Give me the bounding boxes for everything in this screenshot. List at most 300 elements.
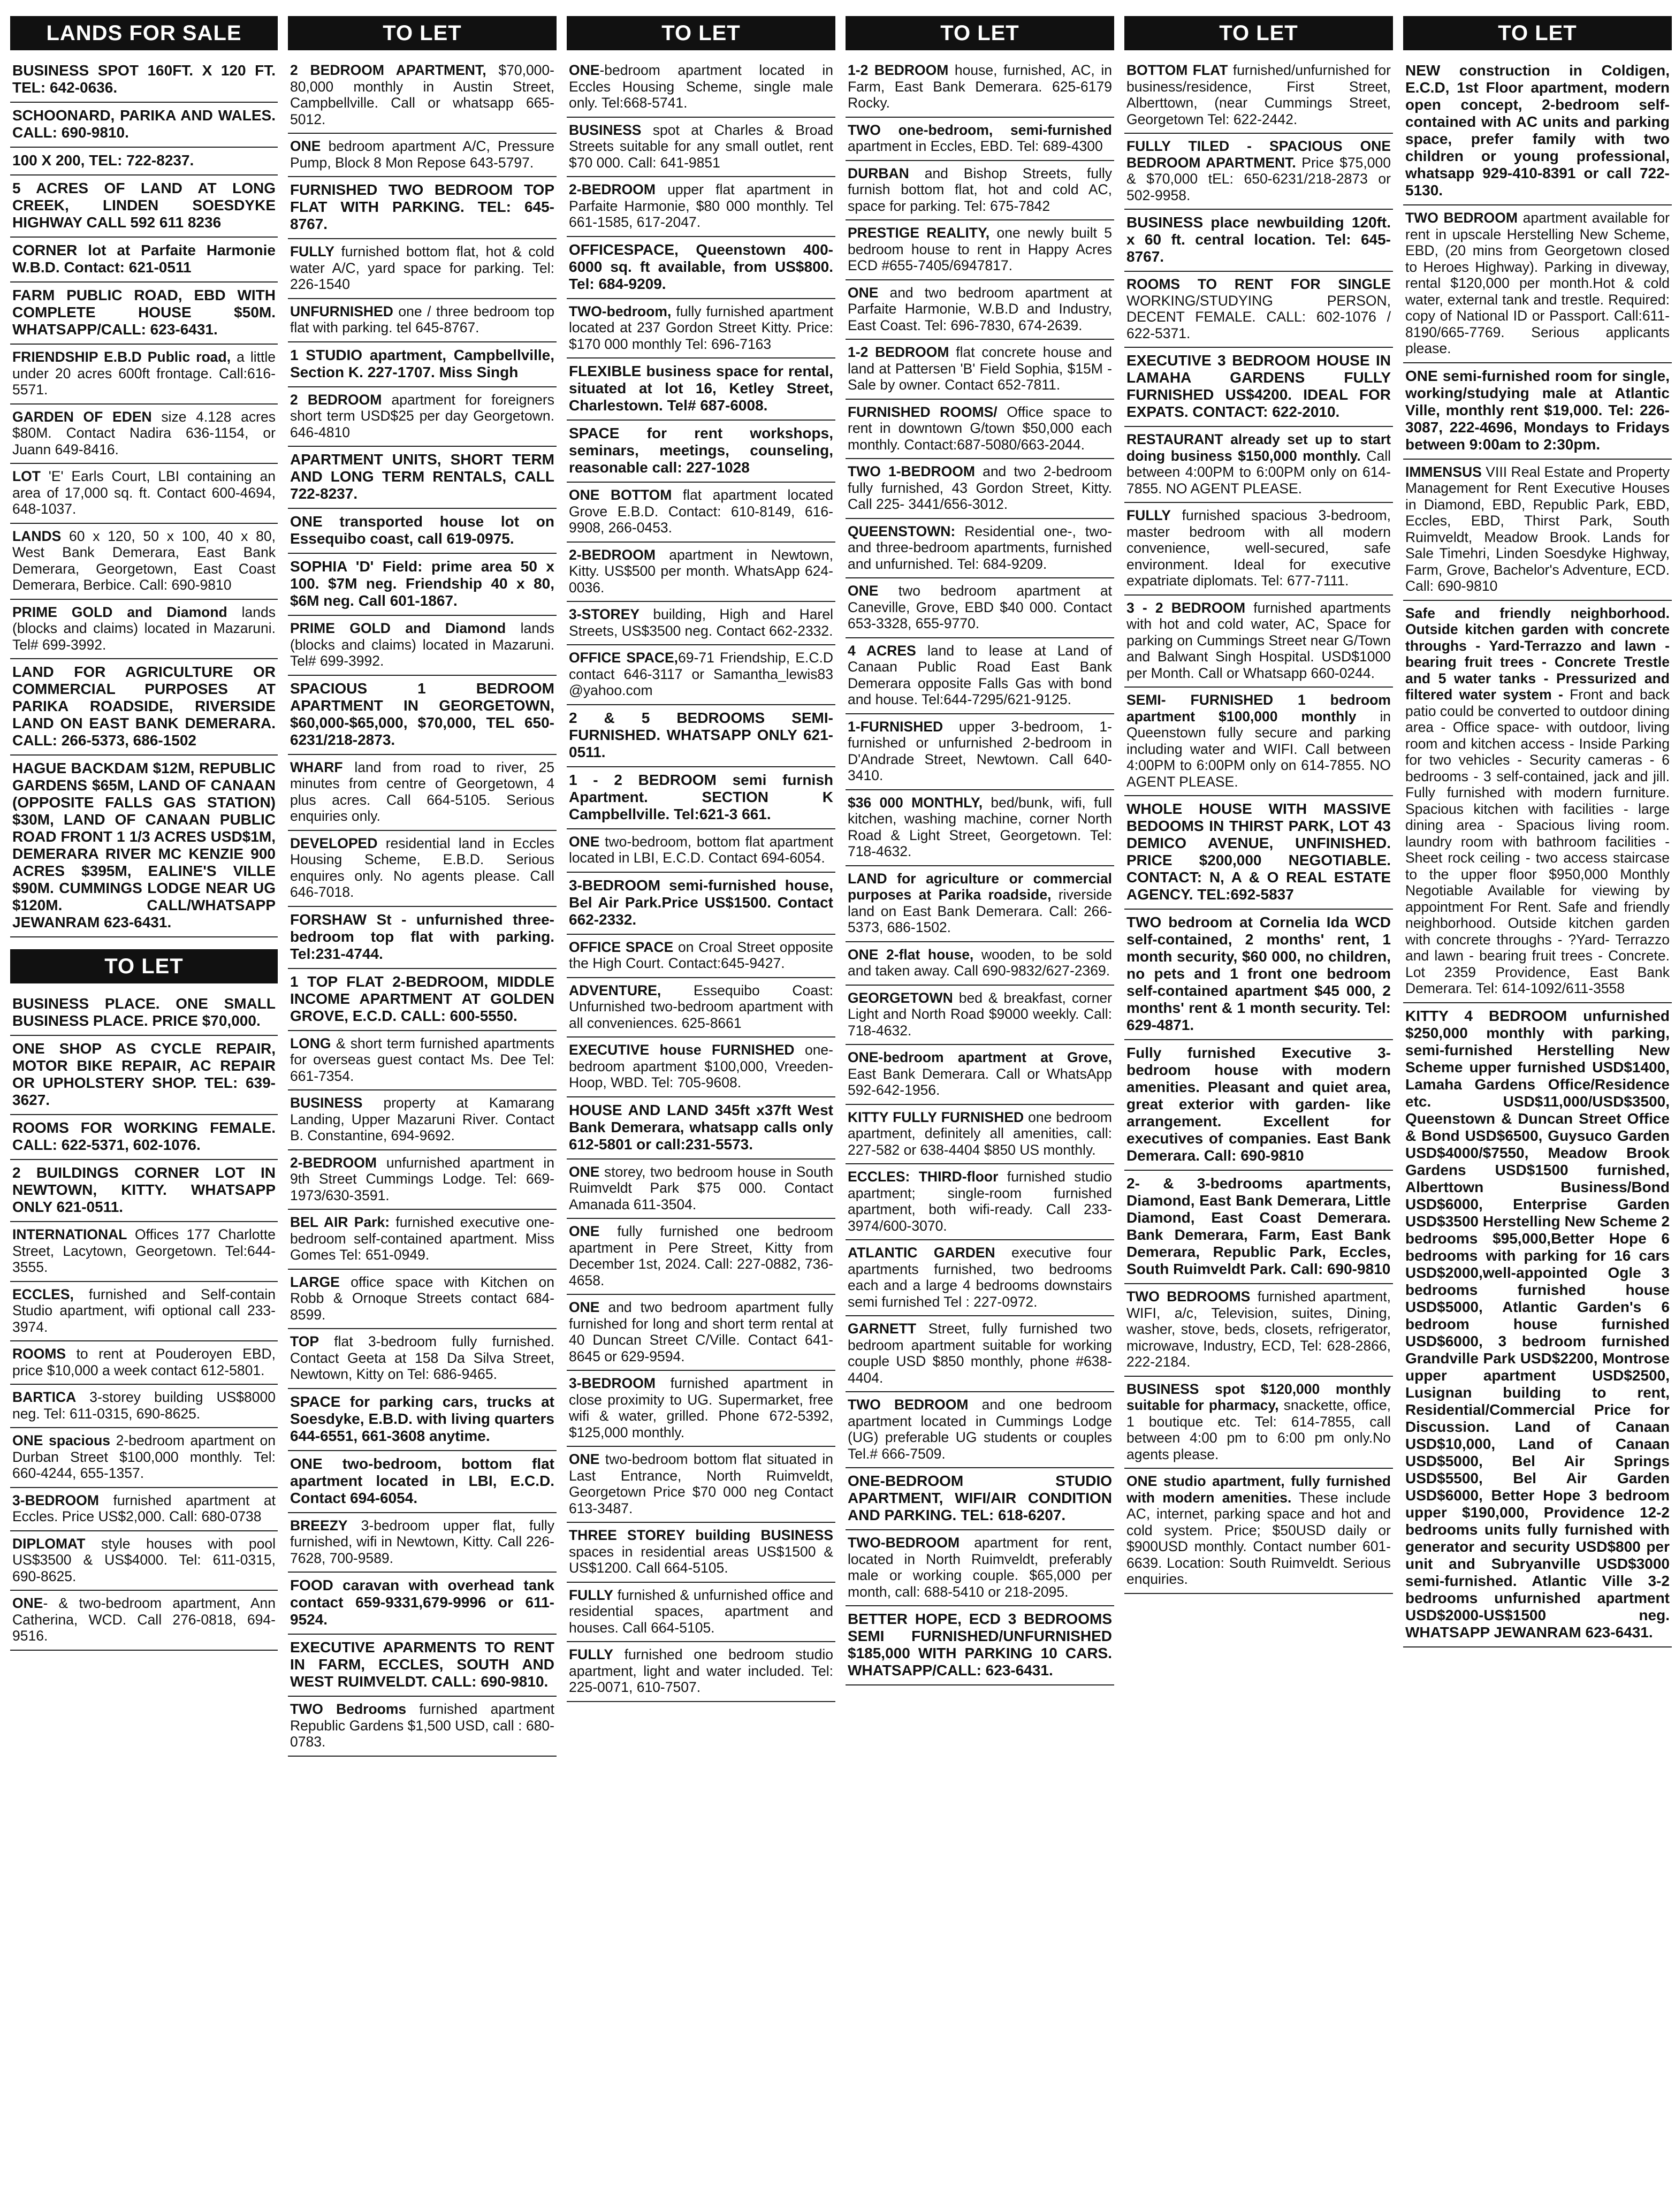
ad-body-text: in Queenstown fully secure and parking including water and WIFI. Call between 4:00PM to 6:00PM only on 614-7855. NO AGENT PLEASE. [1126, 708, 1391, 790]
classified-column-1 [10, 16, 278, 2212]
ad-lead-text: BREEZY [290, 1517, 348, 1534]
ad-lead-text: KITTY FULLY FURNISHED [848, 1109, 1024, 1125]
classified-ad [10, 1282, 278, 1342]
ad-body-text: spaces in residential areas US$1500 & US$1200. Call 664-5105. [569, 1543, 833, 1576]
classified-ad [1124, 1377, 1393, 1469]
classified-ad [288, 177, 557, 239]
classified-ad [567, 299, 835, 359]
classified-ad [10, 659, 278, 756]
ad-body-text: HAGUE BACKDAM $12M, REPUBLIC GARDENS $65M, LAND OF CANAAN (OPPOSITE FALLS GAS STATION) $30M, LAND OF CANAAN PUBLIC ROAD FRONT 1 1/3 ACRES USD$1M, DEMERARA RIVER MC KENZIE 900 ACRES $395M, EALINE'S VILLE $90M. CUMMINGS LODGE NEAR UG $120M. CALL/WHATSAPP JEWANRAM 623-6431. [12, 760, 276, 930]
ad-lead-text: TWO one-bedroom, semi-furnished [848, 121, 1112, 138]
classified-ad [10, 464, 278, 524]
classified-ad [10, 1591, 278, 1651]
classified-ad [10, 283, 278, 345]
ad-body-text: FARM PUBLIC ROAD, EBD WITH COMPLETE HOUSE $50M. WHATSAPP/CALL: 623-6431. [12, 287, 276, 338]
classified-ad [288, 554, 557, 616]
ad-body-text: lands (blocks and claims) located in Mazaruni. Tel# 699-3992. [12, 604, 276, 653]
ad-lead-text: ONE [569, 833, 600, 850]
section-heading: TO LET [846, 16, 1114, 50]
classified-column-3 [567, 16, 835, 2212]
classified-ad [567, 767, 835, 829]
ad-body-text: furnished spacious 3-bedroom, master bedroom with all modern convenience, well-secured, safe environment. Ideal for executive expatriate diplomats. Tel: 677-7111. [1126, 507, 1391, 589]
ad-body-text: BUSINESS place newbuilding 120ft. x 60 ft. central location. Tel: 645-8767. [1126, 214, 1391, 265]
ad-lead-text: 2-BEDROOM [569, 181, 656, 197]
classified-ad [846, 340, 1114, 400]
classified-ad [10, 1115, 278, 1160]
classified-ad [846, 161, 1114, 221]
ad-lead-text: DEVELOPED [290, 835, 378, 851]
ad-lead-text: Safe and friendly neighborhood. Outside kitchen garden with concrete throughs - Yard-Terrazzo and lawn - bearing fruit trees - Concrete Trestle and 5 water tanks - Pressurized and filtered water system - [1405, 605, 1670, 703]
classified-ad [10, 1160, 278, 1222]
ad-body-text: Essequibo Coast: Unfurnished two-bedroom apartment with all conveniences. 625-8661 [569, 982, 833, 1031]
ad-body-text: furnished executive one-bedroom self-contained apartment. Miss Gomes Tel: 651-0949. [290, 1214, 554, 1263]
ad-body-text: HOUSE AND LAND 345ft x37ft West Bank Demerara, whatsapp calls only 612-5801 or call:231-5573. [569, 1101, 833, 1153]
classified-ad [567, 1447, 835, 1523]
ad-body-text: ONE semi-furnished room for single, working/studying male at Atlantic Ville, monthly rent $19,000. Tel: 226-3087, 222-4696, Mondays to Fridays between 9:00am to 2:30pm. [1405, 367, 1670, 453]
classified-ad [288, 1697, 557, 1757]
ad-body-text: 1 STUDIO apartment, Campbellville, Section K. 227-1707. Miss Singh [290, 346, 554, 380]
classified-ad [567, 118, 835, 178]
classified-ad [288, 299, 557, 342]
classified-ad [1403, 363, 1672, 460]
ad-body-text: FURNISHED TWO BEDROOM TOP FLAT WITH PARKING. TEL: 645-8767. [290, 181, 554, 232]
classified-ad [1124, 348, 1393, 427]
classified-ad [10, 405, 278, 464]
ad-lead-text: ECCLES: THIRD-floor [848, 1169, 999, 1185]
classified-ad [288, 134, 557, 177]
classified-ad [846, 400, 1114, 460]
classified-ad [846, 1606, 1114, 1685]
ad-lead-text: FULLY [569, 1586, 613, 1603]
classified-ad [288, 1573, 557, 1635]
classified-ad [10, 1488, 278, 1531]
ad-body-text: furnished apartment at Eccles. Price US$2,000. Call: 680-0738 [12, 1492, 276, 1524]
classified-ad [1124, 427, 1393, 503]
classified-ad [1124, 503, 1393, 596]
ad-body-text: and two bedroom apartment at Parfaite Harmonie, W.B.D and Industry, East Coast. Tel: 696-7830, 674-2639. [848, 284, 1112, 333]
ad-lead-text: GEORGETOWN [848, 989, 953, 1006]
ad-body-text: Street, fully furnished two bedroom apartment suitable for working couple USD $850 monthly, phone #638-4404. [848, 1321, 1112, 1386]
classified-ad [846, 1240, 1114, 1316]
ad-lead-text: THREE STOREY building BUSINESS [569, 1527, 833, 1543]
classified-column-4 [846, 16, 1114, 2212]
ad-lead-text: TWO 1-BEDROOM [848, 463, 975, 479]
ad-body-text: property at Kamarang Landing, Upper Mazaruni River. Contact B. Constantine, 694-9692. [290, 1095, 554, 1143]
ad-lead-text: ONE 2-flat house, [848, 946, 974, 963]
ad-body-text: and one bedroom apartment located in Cummings Lodge (UG) preferable UG students or couples Tel.# 666-7509. [848, 1397, 1113, 1462]
ad-body-text: apartment for rent, located in North Ruimveldt, preferably male or working couple. $65,000 per month, call: 688-5410 or 218-2095. [848, 1535, 1112, 1600]
classified-ad [567, 421, 835, 483]
section-heading: TO LET [567, 16, 835, 50]
ad-body-text: 2 BUILDINGS CORNER LOT IN NEWTOWN, KITTY. WHATSAPP ONLY 621-0511. [12, 1164, 276, 1215]
ad-body-text: Front and back patio could be converted to outdoor dining area - Office space- with outdoor, living room and kitchen access - Inside Parking for two vehicles - Security cameras - 6 bedrooms - 3 self-contained, jack and jill. Fully furnished with modern furniture. Spacious kitchen with facilities - large dining area - Spacious living room. laundry room with bathroom facilities - Sheet rock ceiling - two access staircase to the upper floor $950,000 Monthly Negotiable Available for viewing by appointment For Rent. Safe and friendly neighborhood. Outside kitchen garden with concrete throughs - ?Yard- Terrazzo and lawn - bearing fruit trees - Concrete. Lot 2359 Providence, East Bank Demerara. Tel: 614-1092/611-3558 [1405, 687, 1670, 996]
ad-body-text: FORSHAW St - unfurnished three-bedroom top flat with parking. Tel:231-4744. [290, 911, 554, 962]
classified-ad [288, 616, 557, 676]
ad-body-text: SPACE for rent workshops, seminars, meetings, counseling, reasonable call: 227-1028 [569, 425, 833, 476]
classified-ad [1124, 910, 1393, 1040]
ad-lead-text: ONE [569, 62, 600, 78]
ad-body-text: a little under 20 acres 600ft frontage. Call:616-5571. [12, 349, 276, 398]
classified-ad [10, 1036, 278, 1115]
ad-body-text: lot at Parfaite Harmonie W.B.D. Contact: 621-0511 [12, 242, 276, 276]
ad-lead-text: 3-BEDROOM [569, 1375, 656, 1391]
ad-body-text: fully furnished one bedroom apartment in Pere Street, Kitty from December 1st, 2024. Call: 227-0882, 736-4658. [569, 1223, 833, 1288]
ad-lead-text: DURBAN [848, 165, 909, 181]
ad-lead-text: FULLY [1126, 507, 1171, 523]
ad-lead-text: TWO Bedrooms [290, 1701, 407, 1717]
ad-body-text: executive four apartments furnished, two bedrooms each and a large 4 bedrooms downstairs semi furnished Tel : 227-0972. [848, 1245, 1112, 1310]
ad-body-text: furnished & unfurnished office and residential spaces, apartment and houses. Call 664-5105. [569, 1586, 833, 1636]
classified-column-2 [288, 16, 557, 2212]
classified-ad [846, 790, 1114, 866]
ad-lead-text: ROOMS [12, 1346, 66, 1362]
classified-ad [567, 1160, 835, 1219]
ad-lead-text: FULLY TILED - SPACIOUS ONE BEDROOM APARTMENT. [1126, 138, 1391, 171]
classified-ad [846, 986, 1114, 1046]
ad-lead-text: PRESTIGE REALITY, [848, 225, 990, 241]
ad-body-text: furnished apartment Republic Gardens $1,500 USD, call : 680-0783. [290, 1701, 554, 1750]
classified-ad [567, 829, 835, 873]
classified-ad [1124, 272, 1393, 348]
ad-body-text: furnished bottom flat, hot & cold water A/C, yard space for parking. Tel: 226-1540 [290, 243, 554, 292]
ad-body-text: & short term furnished apartments for overseas guest contact Ms. Dee Tel: 661-7354. [290, 1035, 554, 1084]
ad-body-text: land from road to river, 25 minutes from centre of Georgetown, 4 plus acres. Call 664-5105. Serious enquiries only. [290, 759, 554, 824]
ad-lead-text: TWO BEDROOMS [1126, 1288, 1251, 1305]
ad-body-text: apartment available for rent in upscale Herstelling New Scheme, EBD, (20 mins from Georgetown closed to Heroes Highway). Parking in diveway, rental $120,000 per month.Hot & cold water, external tank and trestle. Required: copy of National ID or Passport. Call:611-8190/665-7769. Serious applicants please. [1405, 210, 1670, 356]
classified-ad [10, 1531, 278, 1591]
ad-lead-text: ONE [12, 1595, 43, 1611]
classified-ad [567, 1642, 835, 1702]
classified-ad [846, 459, 1114, 519]
ad-body-text: flat 3-bedroom fully furnished. Contact Geeta at 158 Da Silva Street, Newtown, Kitty on Tel: 686-9465. [290, 1333, 554, 1382]
ad-body-text: office space with Kitchen on Robb & Ornoque Streets contact 684-8599. [290, 1273, 554, 1323]
ad-body-text: one-bedroom apartment $100,000, Vreeden-Hoop, WBD. Tel: 705-9608. [569, 1042, 833, 1090]
ad-body-text: 5 ACRES OF LAND AT LONG CREEK, LINDEN SOESDYKE HIGHWAY CALL 592 611 8236 [12, 180, 276, 231]
ad-body-text: riverside land on East Bank Demerara. Call: 266-5373, 686-1502. [848, 887, 1112, 935]
classified-ad [10, 176, 278, 238]
classified-ad [1403, 460, 1672, 601]
ad-lead-text: 1-FURNISHED [848, 718, 943, 735]
ad-body-text: ONE SHOP AS CYCLE REPAIR, MOTOR BIKE REPAIR, AC REPAIR OR UPHOLSTERY SHOP. TEL: 639-3627. [12, 1040, 276, 1108]
classified-ad [288, 447, 557, 509]
ad-body-text: These include AC, internet, parking space and hot and cold system. Price; $50USD daily or $900USD monthly. Contact number 601-6639. Location: South Ruimveldt. Serious enquiries. [1126, 1489, 1391, 1587]
ad-lead-text: UNFURNISHED [290, 303, 393, 319]
ad-body-text: residential land in Eccles Housing Scheme, E.B.D. Serious enquires only. No agents please. Call 646-7018. [290, 835, 554, 900]
ad-body-text: furnished apartment in close proximity to UG. Supermarket, free wifi & water, grilled. Phone 672-5392, $125,000 monthly. [569, 1375, 833, 1440]
classified-ad [567, 1097, 835, 1160]
classified-ad [846, 118, 1114, 161]
ad-lead-text: CORNER [12, 242, 78, 258]
ad-lead-text: EXECUTIVE house FURNISHED [569, 1042, 795, 1058]
ad-body-text: 2 & 5 BEDROOMS SEMI-FURNISHED. WHATSAPP ONLY 621-0511. [569, 709, 833, 760]
classified-ad [288, 831, 557, 907]
ad-body-text: apartment in Eccles, EBD. Tel: 689-4300 [848, 138, 1103, 154]
ad-body-text: 2- & 3-bedrooms apartments, Diamond, East Bank Demerara, Little Diamond, East Coast Demerara. Bank Demerara, Farm, East Bank Demerara, Republic Park, Eccles, South Ruimveldt Park. Call: 690-9810 [1126, 1175, 1391, 1277]
ad-body-text: style houses with pool US$3500 & US$4000. Tel: 611-0315, 690-8625. [12, 1535, 276, 1584]
ad-body-text: and Bishop Streets, fully furnish bottom flat, hot and cold AC, space for parking. Tel: 675-7842 [848, 165, 1112, 214]
ad-body-text: one / three bedroom top flat with parking. tel 645-8767. [290, 303, 554, 335]
ad-lead-text: PRIME GOLD and Diamond [12, 604, 227, 620]
ad-body-text: BETTER HOPE, ECD 3 BEDROOMS SEMI FURNISHED/UNFURNISHED $185,000 WITH PARKING 10 CARS. WHATSAPP/CALL: 623-6431. [848, 1611, 1112, 1679]
ad-lead-text: ONE spacious [12, 1432, 110, 1448]
ad-lead-text: FURNISHED ROOMS/ [848, 403, 998, 420]
ad-body-text: unfurnished apartment in 9th Street Cummings Lodge. Tel: 669-1973/630-3591. [290, 1154, 554, 1203]
ad-lead-text: ONE [569, 1163, 600, 1180]
ad-body-text: house, furnished, AC, in Farm, East Bank Demerara. 625-6179 Rocky. [848, 62, 1112, 111]
ad-lead-text: BUSINESS [290, 1095, 363, 1111]
classified-ad [1403, 205, 1672, 363]
ad-lead-text: ONE [290, 138, 321, 154]
classified-ad [10, 148, 278, 176]
ad-body-text: BUSINESS PLACE. ONE SMALL BUSINESS PLACE. PRICE $70,000. [12, 995, 276, 1029]
ad-body-text: SOPHIA 'D' Field: prime area 50 x 100. $7M neg. Friendship 40 x 80, $6M neg. Call 601-1867. [290, 558, 554, 609]
classified-ad [846, 1105, 1114, 1165]
ad-lead-text: TWO BEDROOM [1405, 210, 1518, 226]
ad-lead-text: RESTAURANT already set up to start doing business $150,000 monthly. [1126, 431, 1391, 464]
ad-lead-text: 3-BEDROOM [12, 1492, 99, 1508]
ad-body-text: upper 3-bedroom, 1-furnished or unfurnished 2-bedroom in D'Andrade Street, Newtown. Call 640-3410. [848, 718, 1112, 783]
ad-body-text: snackette, office, 1 boutique etc. Tel: 614-7855, call between 4:00 pm to 6:00 pm only.No agents please. [1126, 1397, 1391, 1462]
ad-body-text: furnished/unfurnished for business/residence, First Street, Alberttown, (near Cummings Street, Georgetown Tel: 622-2442. [1126, 62, 1391, 127]
ad-body-text: 3-bedroom upper flat, fully furnished, wifi in Newtown, Kitty. Call 226-7628, 700-9589. [290, 1517, 554, 1566]
ad-body-text: - & two-bedroom apartment, Ann Catherina, WCD. Call 276-0818, 694-9516. [12, 1595, 276, 1644]
ad-lead-text: TOP [290, 1333, 319, 1349]
classified-ad [1124, 688, 1393, 796]
classified-ad [288, 1635, 557, 1697]
ad-body-text: 3-storey building US$8000 neg. Tel: 611-0315, 690-8625. [12, 1389, 276, 1422]
classified-ad [288, 1329, 557, 1389]
ad-body-text: FOOD caravan with overhead tank contact 659-9331,679-9996 or 611-9524. [290, 1577, 554, 1628]
ad-body-text: EXECUTIVE APARMENTS TO RENT IN FARM, ECCLES, SOUTH AND WEST RUIMVELDT. CALL: 690-9810. [290, 1639, 554, 1690]
classified-ad [288, 509, 557, 554]
ad-lead-text: LARGE [290, 1273, 340, 1290]
ad-body-text: one bedroom apartment, definitely all amenities, call: 227-582 or 638-4404 $850 US monthly. [848, 1109, 1112, 1158]
ad-lead-text: PRIME GOLD and Diamond [290, 620, 506, 636]
classified-ad [288, 239, 557, 299]
classified-ad [288, 1090, 557, 1150]
classified-ad [567, 873, 835, 935]
ad-body-text: 1 - 2 BEDROOM semi furnish Apartment. SECTION K Campbellville. Tel:621-3 661. [569, 771, 833, 822]
classified-ad [1403, 58, 1672, 205]
classified-ad [567, 935, 835, 978]
ad-body-text: furnished and Self-contain Studio apartment, wifi optional call 233-3974. [12, 1286, 276, 1335]
ad-body-text: TWO bedroom at Cornelia Ida WCD self-contained, 2 months' rent, 1 month security, $60 000, no children, no pets and 1 front one bedroom self-contained apartment $45 000, 2 months' rent & 1 month security. Tel: 629-4871. [1126, 914, 1391, 1033]
ad-lead-text: INTERNATIONAL [12, 1226, 127, 1242]
ad-body-text: BUSINESS SPOT 160FT. X 120 FT. TEL: 642-0636. [12, 62, 276, 96]
classified-ad [10, 600, 278, 660]
classified-ad [1124, 1469, 1393, 1594]
ad-body-text: SPACE for parking cars, trucks at Soesdyke, E.B.D. with living quarters 644-6551, 661-3608 anytime. [290, 1393, 554, 1444]
ad-body-text: furnished apartment, WIFI, a/c, Television, suites, Dining, washer, stove, beds, closets, refrigerator, microwave, Industry, ECD, Tel: 628-2866, 222-2184. [1126, 1288, 1391, 1370]
classified-ad [1124, 134, 1393, 210]
classified-ad [1403, 1003, 1672, 1647]
ad-lead-text: OFFICE SPACE [569, 939, 674, 955]
ad-lead-text: ONE studio apartment, fully furnished with modern amenities. [1126, 1473, 1391, 1506]
ad-body-text: two-bedroom bottom flat situated in Last Entrance, North Ruimveldt, Georgetown Price $70 000 neg Contact 613-3487. [569, 1451, 833, 1516]
classified-ad [567, 1295, 835, 1371]
ad-lead-text: BARTICA [12, 1389, 77, 1405]
classified-ad [10, 1341, 278, 1385]
ad-lead-text: TWO BEDROOM [848, 1397, 969, 1413]
ad-body-text: NEW construction in Coldigen, E.C.D, 1st Floor apartment, modern open concept, 2-bedroom self-contained with AC units and parking space, prefer family with two children or young professional, whatsapp 929-410-8391 or call 722-5130. [1405, 62, 1670, 199]
ad-lead-text: LAND for agriculture or commercial purposes at Parika roadside, [848, 870, 1112, 903]
ad-body-text: furnished apartments with hot and cold water, AC, Space for parking on Cummings Street near G/Town and Balwant Singh Hospital. USD$1000 per Month. Call or Whatsapp 660-0244. [1126, 599, 1391, 681]
ad-body-text: size 4.128 acres $80M. Contact Nadira 636-1154, or Juann 649-8416. [12, 408, 276, 457]
ad-body-text: flat apartment located Grove E.B.D. Contact: 610-8149, 616-9908, 266-0453. [569, 487, 833, 536]
classified-ad [288, 1389, 557, 1451]
ad-body-text: to rent at Pouderoyen EBD, price $10,000 a week contact 612-5801. [12, 1346, 276, 1378]
classified-ad [288, 1150, 557, 1210]
classified-ad [567, 1371, 835, 1447]
ad-body-text: and two bedroom apartment fully furnished for long and short term rental at 40 Duncan Street C/Ville. Contact 641-8645 or 629-9594. [569, 1299, 833, 1364]
classified-ad [288, 1513, 557, 1573]
classified-ad [846, 1468, 1114, 1530]
classified-ad [567, 705, 835, 767]
classified-ad [567, 237, 835, 299]
ad-body-text: upper flat apartment in Parfaite Harmonie, $80 000 monthly. Tel 661-1585, 617-2047. [569, 181, 833, 230]
ad-body-text: and two 2-bedroom fully furnished, 43 Gordon Street, Kitty. Call 225- 3441/656-3012. [848, 463, 1112, 512]
ad-body-text: ROOMS FOR WORKING FEMALE. CALL: 622-5371, 602-1076. [12, 1119, 276, 1153]
ad-lead-text: BUSINESS spot $120,000 monthly suitable for pharmacy, [1126, 1380, 1391, 1413]
classified-ad [288, 1270, 557, 1330]
ad-body-text: two bedroom apartment at Caneville, Grove, EBD $40 000. Contact 653-3328, 655-9770. [848, 583, 1112, 631]
classified-ad [846, 578, 1114, 638]
ad-lead-text: ADVENTURE, [569, 982, 661, 998]
ad-body-text: on Croal Street opposite the High Court. Contact:645-9427. [569, 939, 833, 971]
ad-body-text: fully furnished apartment located at 237 Gordon Street Kitty. Price: $170 000 monthly Tel: 696-7163 [569, 303, 833, 352]
ad-body-text: ONE transported house lot on Essequibo coast, call 619-0975. [290, 513, 554, 547]
ad-body-text: Residential one-, two- and three-bedroom apartments, furnished and unfurnished. Tel: 684-9209. [848, 523, 1112, 572]
ad-body-text: 'E' Earls Court, LBI containing an area of 17,000 sq. ft. Contact 600-4694, 648-1037. [12, 468, 276, 517]
ad-body-text: apartment in Newtown, Kitty. US$500 per month. WhatsApp 624-0036. [569, 546, 833, 596]
ad-body-text: ONE two-bedroom, bottom flat apartment located in LBI, E.C.D. Contact 694-6054. [290, 1455, 554, 1506]
ad-body-text: one newly built 5 bedroom house to rent in Happy Acres ECD #655-7405/6947817. [848, 225, 1112, 273]
classified-ad [567, 602, 835, 645]
classified-ad [10, 103, 278, 148]
classified-ad [10, 1385, 278, 1428]
classified-ad [567, 177, 835, 237]
ad-body-text: 100 X 200, TEL: 722-8237. [12, 152, 194, 169]
section-heading: TO LET [10, 949, 278, 983]
ad-body-text: East Bank Demerara. Call or WhatsApp 592-642-1956. [848, 1065, 1112, 1098]
ad-body-text: FLEXIBLE business space for rental, situated at lot 16, Ketley Street, Charlestown. Tel# 687-6008. [569, 363, 833, 414]
classified-ad [1124, 596, 1393, 688]
classified-ad [567, 1583, 835, 1643]
classified-ad [567, 645, 835, 705]
ad-body-text: Fully furnished Executive 3- bedroom house with modern amenities. Pleasant and quiet area, great exterior with garden- like arrangement. Excellent for executives of companies. East Bank Demerara. Call: 690-9810 [1126, 1044, 1391, 1164]
ad-body-text: KITTY 4 BEDROOM unfurnished $250,000 monthly with parking, semi-furnished Herstelling New Scheme upper furnished USD$1400, Lamaha Gardens Office/Residence etc. USD$11,000/USD$3500, Queenstown & Duncan Street Office & Bond USD$6500, Guysuco Garden USD$4000/$7550, Meadow Brook Gardens USD$1500 furnished, Alberttown Business/Bond USD$6000, Enterprise Garden USD$3500 Herstelling New Scheme 2 bedrooms $95,000,Better Hope 6 bedrooms with parking for 16 cars USD$2000,well-appointed Ogle 3 bedrooms furnished house USD$5000, Atlantic Garden's 6 bedroom house furnished USD$6000, 3 bedroom furnished Grandville Park USD$2200, Montrose upper apartment USD$2500, Lusignan building to rent, Residential/Commercial Price for Discussion. Land of Canaan USD$10,000, Land of Canaan USD$5000, Bel Air Springs USD$5500, Bel Air Garden USD$6000, Better Hope 3 bedroom upper $190,000, Providence 12-2 bedrooms units fully furnished with generator and security USD$800 per unit and Subryanville USD$3000 semi-furnished. Atlantic Ville 3-2 bedrooms unfurnished apartment USD$2000-US$1500 neg. WHATSAPP JEWANRAM 623-6431. [1405, 1007, 1670, 1641]
ad-lead-text: 2-BEDROOM [290, 1154, 377, 1171]
ad-lead-text: ATLANTIC GARDEN [848, 1245, 995, 1261]
ad-body-text: -bedroom apartment located in Eccles Housing Scheme, single male only. Tel:668-5741. [569, 62, 833, 111]
classified-ad [1124, 58, 1393, 134]
ad-body-text: 1 TOP FLAT 2-BEDROOM, MIDDLE INCOME APARTMENT AT GOLDEN GROVE, E.C.D. CALL: 600-5550. [290, 973, 554, 1024]
ad-lead-text: $36 000 MONTHLY, [848, 794, 983, 811]
classified-ad [567, 1038, 835, 1097]
classified-ad [1124, 796, 1393, 910]
ad-lead-text: ONE [569, 1223, 600, 1239]
classified-ad [567, 1523, 835, 1583]
classified-ad [846, 866, 1114, 942]
classified-ad [846, 714, 1114, 790]
ad-body-text: two-bedroom, bottom flat apartment located in LBI, E.C.D. Contact 694-6054. [569, 833, 833, 866]
ad-lead-text: FRIENDSHIP E.B.D Public road, [12, 349, 231, 365]
classified-ad [567, 58, 835, 118]
ad-lead-text: ONE-bedroom apartment at Grove, [848, 1049, 1112, 1065]
classified-ad [10, 58, 278, 103]
classified-ad [846, 1045, 1114, 1105]
ad-body-text: bed & breakfast, corner Light and North Road $9000 weekly. Call: 718-4632. [848, 989, 1112, 1039]
ad-lead-text: TWO-bedroom, [569, 303, 672, 319]
ad-lead-text: BUSINESS [569, 121, 642, 138]
ad-body-text: building, High and Harel Streets, US$3500 neg. Contact 662-2332. [569, 606, 833, 639]
ad-lead-text: ONE [569, 1299, 600, 1315]
classified-ad [846, 1316, 1114, 1392]
classified-ad [288, 1031, 557, 1091]
classified-ad [288, 969, 557, 1031]
ad-lead-text: WHARF [290, 759, 343, 775]
classified-ad [10, 1428, 278, 1488]
ad-lead-text: ONE BOTTOM [569, 487, 672, 503]
section-heading: LANDS FOR SALE [10, 16, 278, 50]
ad-lead-text: SEMI- FURNISHED 1 bedroom apartment $100,000 monthly [1126, 692, 1391, 724]
ad-body-text: 2-bedroom apartment on Durban Street $100,000 monthly. Tel: 660-4244, 655-1357. [12, 1432, 276, 1481]
ad-lead-text: ONE [848, 583, 879, 599]
classified-ad [288, 1210, 557, 1270]
classified-ad [846, 942, 1114, 986]
ad-body-text: lands (blocks and claims) located in Mazaruni. Tel# 699-3992. [290, 620, 554, 669]
classified-ad [846, 1392, 1114, 1468]
ad-lead-text: 3-STOREY [569, 606, 640, 622]
section-heading: TO LET [288, 16, 557, 50]
classified-ad [567, 978, 835, 1038]
ad-lead-text: ROOMS TO RENT FOR SINGLE [1126, 276, 1391, 292]
classified-ad [846, 519, 1114, 579]
classified-ad [846, 220, 1114, 280]
ad-body-text: 69-71 Friendship, E.C.D contact 646-3117 or Samantha_lewis83 @yahoo.com [569, 650, 833, 698]
ad-body-text: EXECUTIVE 3 BEDROOM HOUSE IN LAMAHA GARDENS FULLY FURNISHED US$4200. IDEAL FOR EXPATS. CONTACT: 622-2010. [1126, 352, 1391, 420]
classified-ad [288, 342, 557, 387]
classified-column-5 [1124, 16, 1393, 2212]
classified-ad [288, 755, 557, 831]
classified-ad [846, 280, 1114, 340]
ad-body-text: VIII Real Estate and Property Management for Rent Executive Houses in Diamond, EBD, Republic Park, EBD, Eccles, EBD, Thirst Park, South Ruimveldt, Meadow Brook. Lands for Sale Timehri, Linden Soesdyke Highway, Farm, Grove, Bachelor's Adventure, ECD. Call: 690-9810 [1405, 463, 1670, 594]
ad-lead-text: LOT [12, 468, 41, 484]
classified-ad [288, 1451, 557, 1513]
ad-body-text: furnished studio apartment; single-room furnished apartment, both wifi-ready. Call 233-3974/600-3070. [848, 1169, 1112, 1234]
ad-lead-text: GARNETT [848, 1321, 917, 1337]
ad-body-text: SCHOONARD, PARIKA AND WALES. CALL: 690-9810. [12, 107, 276, 141]
ad-body-text: land to lease at Land of Canaan Public Road East Bank Demerara opposite Falls Gas with bond and house. Tel:644-7295/621-9125. [848, 642, 1112, 707]
ad-lead-text: 1-2 BEDROOM [848, 344, 949, 360]
ad-body-text: furnished one bedroom studio apartment, light and water included. Tel: 225-0071, 610-7507. [569, 1646, 833, 1695]
ad-body-text: storey, two bedroom house in South Ruimveldt Park $75 000. Contact Amanada 611-3504. [569, 1163, 833, 1212]
classified-ad [288, 676, 557, 755]
ad-body-text: SPACIOUS 1 BEDROOM APARTMENT IN GEORGETOWN, $60,000-$65,000, $70,000, TEL 650-6231/218-2873. [290, 680, 554, 748]
ad-lead-text: FULLY [569, 1646, 613, 1662]
classified-ad [10, 991, 278, 1036]
classified-ad [846, 58, 1114, 118]
ad-body-text: 3-BEDROOM semi-furnished house, Bel Air Park.Price US$1500. Contact 662-2332. [569, 876, 833, 928]
classified-ad [1124, 210, 1393, 272]
classified-ad [567, 359, 835, 421]
ad-lead-text: LONG [290, 1035, 331, 1051]
ad-body-text: ONE-BEDROOM STUDIO APARTMENT, WIFI/AIR CONDITION AND PARKING. TEL: 618-6207. [848, 1473, 1112, 1523]
classified-ad [846, 1530, 1114, 1606]
ad-body-text: flat concrete house and land at Pattersen 'B' Field Sophia, $15M - Sale by owner. Contact 652-7811. [848, 344, 1112, 393]
ad-lead-text: ONE [569, 1451, 600, 1467]
ad-body-text: OFFICESPACE, Queenstown 400-6000 sq. ft available, from US$800. Tel: 684-9209. [569, 241, 833, 292]
